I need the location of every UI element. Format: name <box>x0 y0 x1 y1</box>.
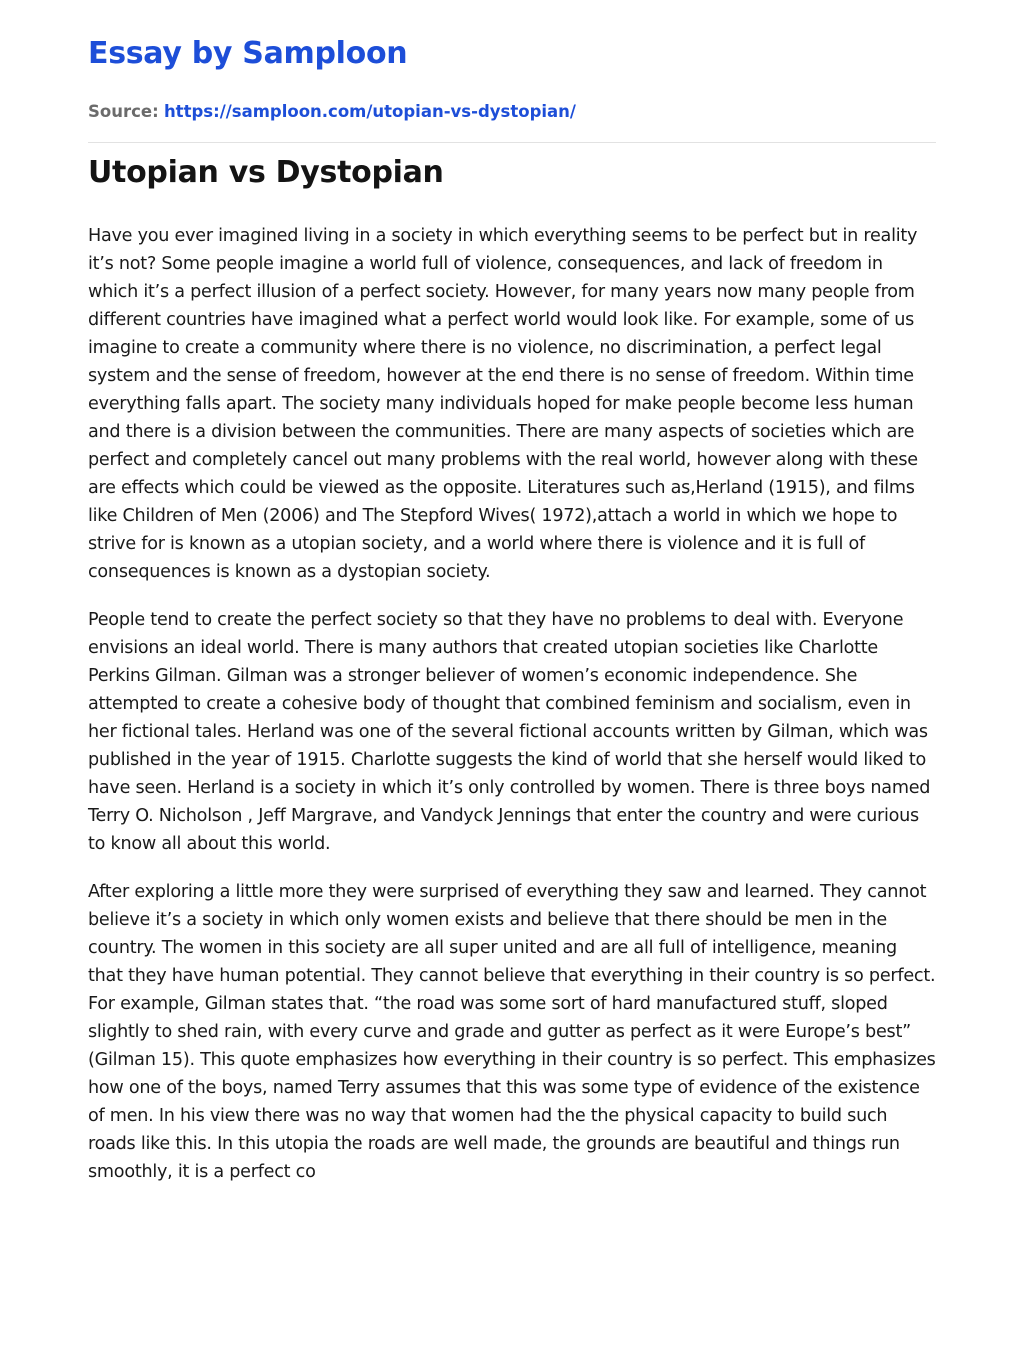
source-line <box>88 102 576 121</box>
essay-title: Utopian vs Dystopian <box>88 155 444 190</box>
essay-body <box>88 222 936 1206</box>
source-label: Source: <box>88 102 159 121</box>
site-brand: Essay by Samploon <box>88 36 408 71</box>
header-divider <box>88 142 936 143</box>
essay-paragraph: People tend to create the perfect society so that they have no problems to deal with. Everyone envisions an ideal world. There is many authors that created utopian societies like Charlotte Perkins Gilman. Gilman was a stronger believer of women’s economic independence. She attempted to create a cohesive body of thought that combined feminism and socialism, even in her fictional tales. Herland was one of the several fictional accounts written by Gilman, which was published in the year of 1915. Charlotte suggests the kind of world that she herself would liked to have seen. Herland is a society in which it’s only controlled by women. There is three boys named Terry O. Nicholson , Jeff Margrave, and Vandyck Jennings that enter the country and were curious to know all about this world. <box>88 610 931 854</box>
essay-paragraph: Have you ever imagined living in a society in which everything seems to be perfect but in reality it’s not? Some people imagine a world full of violence, consequences, and lack of freedom in which it’s a perfect illusion of a perfect society. However, for many years now many people from different countries have imagined what a perfect world would look like. For example, some of us imagine to create a community where there is no violence, no discrimination, a perfect legal system and the sense of freedom, however at the end there is no sense of freedom. Within time everything falls apart. The society many individuals hoped for make people become less human and there is a division between the communities. There are many aspects of societies which are perfect and completely cancel out many problems with the real world, however along with these are effects which could be viewed as the opposite. Literatures such as,Herland (1915), and films like Children of Men (2006) and The Stepford Wives( 1972),attach a world in which we hope to strive for is known as a utopian society, and a world where there is violence and it is full of consequences is known as a dystopian society. <box>88 226 918 582</box>
essay-paragraph: After exploring a little more they were surprised of everything they saw and learned. They cannot believe it’s a society in which only women exists and believe that there should be men in the country. The women in this society are all super united and are all full of intelligence, meaning that they have human potential. They cannot believe that everything in their country is so perfect. For example, Gilman states that. “the road was some sort of hard manufactured stuff, sloped slightly to shed rain, with every curve and grade and gutter as perfect as it were Europe’s best” (Gilman 15). This quote emphasizes how everything in their country is so perfect. This emphasizes how one of the boys, named Terry assumes that this was some type of evidence of the existence of men. In his view there was no way that women had the the physical capacity to build such roads like this. In this utopia the roads are well made, the grounds are beautiful and things run smoothly, it is a perfect co <box>88 882 936 1182</box>
source-link[interactable]: https://samploon.com/utopian-vs-dystopian/ <box>163 102 576 121</box>
